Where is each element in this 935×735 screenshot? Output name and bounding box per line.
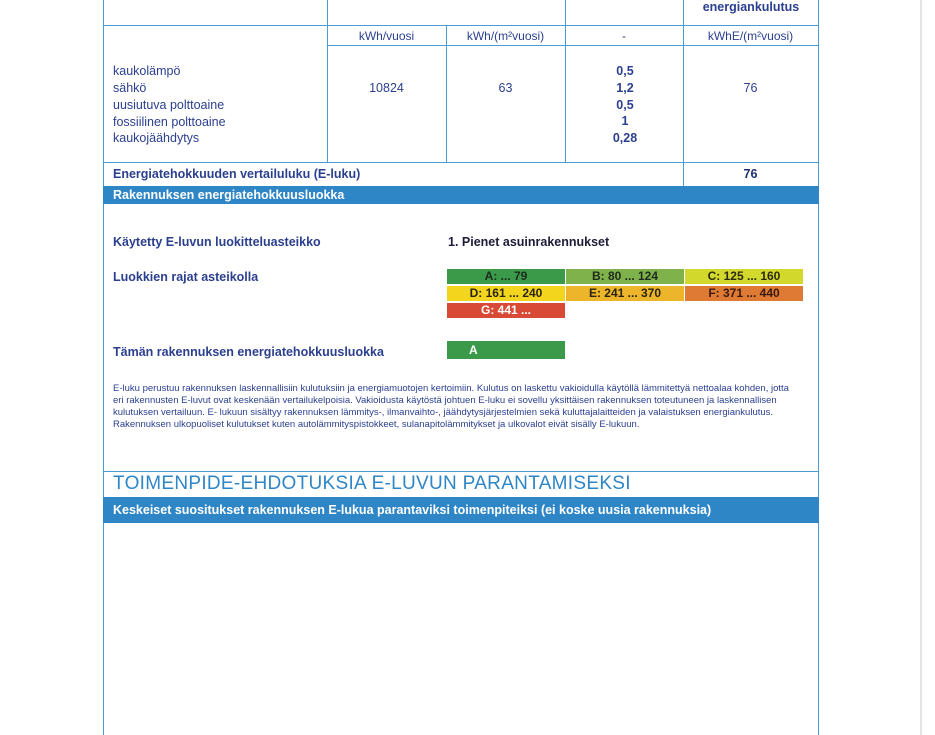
table-row-line-2 (327, 45, 819, 46)
class-badge: C: 125 ... 160 (685, 269, 803, 284)
scale-label: Käytetty E-luvun luokitteluasteikko (113, 235, 321, 249)
value-kwh-year: 10824 (369, 81, 404, 95)
unit-kwh-m2-year: kWh/(m²vuosi) (466, 29, 545, 43)
unit-kwh-year: kWh/vuosi (358, 29, 415, 43)
unit-factor: - (622, 29, 626, 43)
source-name: kaukolämpö (113, 64, 181, 78)
value-kwh-m2-year: 63 (498, 81, 513, 95)
measures-title: TOIMENPIDE-EHDOTUKSIA E-LUVUN PARANTAMISEKSI (113, 473, 631, 494)
scale-value: 1. Pienet asuinrakennukset (448, 235, 610, 249)
building-class-label: Tämän rakennuksen energiatehokkuusluokka (113, 345, 384, 359)
unit-weighted: kWhE/(m²vuosi) (707, 29, 794, 43)
frame-right (818, 0, 819, 735)
eluku-label: Energiatehokkuuden vertailuluku (E-luku) (113, 167, 361, 181)
eluku-note: E-luku perustuu rakennuksen laskennallisiin kulutuksiin ja energiamuotojen kertoimiin. Kulutus on laskettu vakioidulla käytöllä lämmitettyä nettoalaa kohden, jotta eri rakennusten E-luvut ovat keskenään vertailukelpoisia. Vakioidusta käytöstä johtuen E-luku ei sovellu yksittäisen rakennuksen toteutuneen ja laskennallisen kulutuksen vertailuun. E- lukuun sisältyy rakennuksen lämmitys-, ilmanvaihto-, jäähdytysjärjestelmien sekä kuluttajalaitteiden ja valaistuksen energiankulutus. Rakennuksen ulkopuoliset kulutukset kuten autolämmityspistokkeet, sulanapitolämmitykset ja ulkovalot eivät sisälly E-lukuun. (113, 383, 789, 430)
limits-label: Luokkien rajat asteikolla (113, 270, 259, 284)
header-energy-consumption: energiankulutus (702, 0, 800, 14)
class-badge: A: ... 79 (447, 269, 565, 284)
source-factor: 1 (621, 114, 629, 128)
eluku-value: 76 (743, 167, 758, 181)
class-badge: B: 80 ... 124 (566, 269, 684, 284)
source-factor: 0,5 (616, 64, 634, 78)
measures-subtitle: Keskeiset suositukset rakennuksen E-lukua parantaviksi toimenpiteiksi (ei koske uusia rakennuksia) (103, 497, 819, 523)
class-badge: E: 241 ... 370 (566, 286, 684, 301)
energy-class-header: Rakennuksen energiatehokkuusluokka (103, 186, 819, 204)
source-name: fossiilinen polttoaine (113, 115, 226, 129)
source-name: kaukojäähdytys (113, 131, 200, 145)
class-badge: G: 441 ... (447, 303, 565, 318)
class-badge: F: 371 ... 440 (685, 286, 803, 301)
source-name: sähkö (113, 81, 147, 95)
table-row-line-3 (103, 162, 819, 163)
source-name: uusiutuva polttoaine (113, 98, 225, 112)
source-factor: 1,2 (616, 81, 634, 95)
class-badge: D: 161 ... 240 (447, 286, 565, 301)
frame-left (103, 0, 104, 735)
source-factor: 0,28 (612, 131, 638, 145)
source-factor: 0,5 (616, 98, 634, 112)
section-divider (103, 471, 819, 472)
value-weighted: 76 (743, 81, 758, 95)
page-edge (920, 0, 922, 735)
building-class-badge: A (447, 341, 565, 359)
table-row-line-1 (103, 25, 819, 26)
